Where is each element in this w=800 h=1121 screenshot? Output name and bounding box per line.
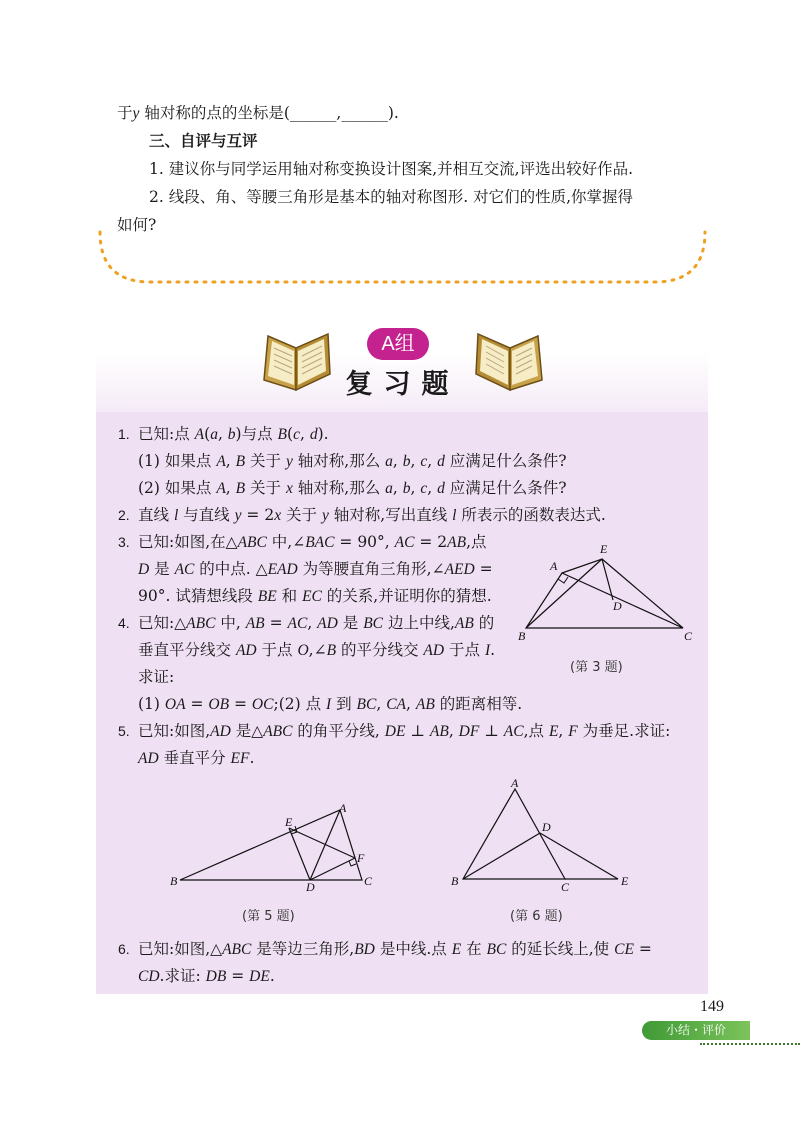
- figure-3-caption: (第 3 题): [570, 660, 623, 675]
- math-symbol: OA: [164, 696, 186, 713]
- text-run: 已知:点: [138, 425, 195, 443]
- math-symbol: B: [326, 642, 337, 659]
- problem-2-text: [138, 505, 606, 526]
- text-run: ⊥: [479, 722, 504, 740]
- problem-4-line-1: [138, 613, 494, 634]
- text: y: [132, 105, 140, 122]
- problem-5-line-1: [138, 721, 670, 742]
- triangle-abc: [526, 573, 683, 628]
- text-run: =: [185, 695, 209, 713]
- label-b: B: [170, 874, 178, 888]
- label-a: A: [339, 801, 347, 815]
- text-run: 于点: [256, 641, 298, 659]
- text-run: ,点: [466, 533, 487, 551]
- math-symbol: c: [420, 453, 428, 470]
- text-run: 为垂足.求证:: [577, 722, 671, 740]
- text-run: 垂直平分线交: [138, 641, 236, 659]
- math-symbol: l: [452, 507, 457, 524]
- text-run: 轴对称,那么: [292, 452, 386, 470]
- open-book-icon-right: [468, 330, 548, 396]
- math-symbol: x: [274, 507, 282, 524]
- label-d: D: [542, 820, 551, 834]
- open-book-icon-left: [258, 330, 338, 396]
- math-symbol: ABC: [186, 615, 216, 632]
- text-run: ,: [558, 722, 569, 740]
- text-run: .: [249, 749, 255, 767]
- math-symbol: b: [227, 426, 236, 443]
- text-run: ,: [392, 452, 403, 470]
- math-symbol: AD: [138, 750, 159, 767]
- math-symbol: AC: [503, 723, 524, 740]
- page-number: 149: [700, 998, 724, 1015]
- math-symbol: AB: [245, 615, 265, 632]
- math-symbol: CE: [614, 941, 634, 958]
- text-run: (: [204, 425, 211, 443]
- figure-5-caption: (第 5 题): [242, 909, 295, 924]
- text: ).: [387, 104, 399, 122]
- math-symbol: AC: [394, 534, 415, 551]
- math-symbol: ABC: [263, 723, 293, 740]
- problem-3-line-2: [138, 559, 493, 580]
- section-heading-self-evaluation: 三、自评与互评: [149, 131, 258, 150]
- text-run: =: [226, 967, 250, 985]
- text-run: ,点: [523, 722, 549, 740]
- math-symbol: AB: [415, 696, 435, 713]
- text-run: ,: [410, 452, 421, 470]
- text-run: 应满足什么条件?: [444, 479, 567, 497]
- math-symbol: c: [420, 480, 428, 497]
- problem-4-line-3: [138, 667, 174, 687]
- math-symbol: AC: [174, 561, 195, 578]
- figure-5: [165, 800, 385, 892]
- math-symbol: CD: [138, 968, 160, 985]
- text-run: 的角平分线,: [292, 722, 385, 740]
- problem-5-number: 5.: [118, 723, 130, 739]
- math-symbol: E: [451, 941, 462, 958]
- text-run: 已知:△: [138, 614, 187, 632]
- math-symbol: y: [285, 453, 293, 470]
- math-symbol: a: [385, 453, 393, 470]
- text-run: 是△: [230, 722, 264, 740]
- problem-1-stem: [138, 424, 329, 445]
- group-a-badge: A组: [367, 328, 429, 360]
- text-run: ,: [376, 695, 387, 713]
- summary-dotted-border: [0, 0, 800, 300]
- math-symbol: OB: [208, 696, 230, 713]
- answer-blank-2: ______: [341, 104, 388, 122]
- text-run: 的: [473, 614, 495, 632]
- problem-6-number: 6.: [118, 941, 130, 957]
- math-symbol: BAC: [305, 534, 335, 551]
- math-symbol: I: [326, 696, 332, 713]
- math-symbol: AC: [287, 615, 308, 632]
- math-symbol: d: [437, 453, 445, 470]
- math-symbol: EF: [230, 750, 250, 767]
- text-run: 关于: [245, 479, 286, 497]
- section-tab: 小结・评价: [642, 1021, 750, 1040]
- math-symbol: AD: [317, 615, 338, 632]
- problem-5-line-2: [138, 748, 254, 769]
- text: 于: [117, 104, 133, 122]
- text-run: .求证:: [159, 967, 206, 985]
- text-run: =: [229, 695, 252, 713]
- text-run: 是等边三角形,: [251, 940, 355, 958]
- label-e: E: [600, 542, 608, 556]
- math-symbol: E: [548, 723, 559, 740]
- text-run: 的平分线交: [336, 641, 424, 659]
- math-symbol: B: [235, 480, 246, 497]
- math-symbol: AB: [454, 615, 474, 632]
- text-run: ,: [225, 452, 236, 470]
- summary-item-1: 1. 建议你与同学运用轴对称变换设计图案,并相互交流,评选出较好作品.: [149, 160, 633, 178]
- text-run: 中,: [215, 614, 246, 632]
- math-symbol: EAD: [267, 561, 298, 578]
- math-symbol: BC: [356, 696, 377, 713]
- figure-6-caption: (第 6 题): [510, 909, 563, 924]
- math-symbol: OC: [251, 696, 274, 713]
- text-run: 关于: [245, 452, 286, 470]
- text-run: ,: [448, 722, 459, 740]
- text-run: (1): [138, 695, 165, 713]
- text-run: = 2: [414, 533, 448, 551]
- text-run: 所表示的函数表达式.: [456, 506, 606, 524]
- label-b: B: [451, 874, 459, 888]
- triangle-ead: [562, 559, 613, 600]
- math-symbol: d: [437, 480, 445, 497]
- figure-3: [512, 540, 698, 644]
- math-symbol: A: [216, 480, 226, 497]
- text: 轴对称的点的坐标是(: [139, 104, 290, 122]
- segment-ec: [602, 559, 683, 628]
- math-symbol: AD: [423, 642, 445, 659]
- math-symbol: d: [309, 426, 318, 443]
- label-c: C: [561, 880, 570, 892]
- label-c: C: [684, 629, 693, 643]
- text-run: =: [633, 940, 652, 958]
- label-e: E: [621, 874, 629, 888]
- math-symbol: B: [235, 453, 246, 470]
- text-run: ;(2) 点: [273, 695, 327, 713]
- text-run: 关于: [281, 506, 322, 524]
- text-run: ,: [299, 425, 310, 443]
- text-run: 中,∠: [266, 533, 306, 551]
- text-run: ).: [317, 425, 329, 443]
- math-symbol: O: [297, 642, 309, 659]
- text-run: 应满足什么条件?: [444, 452, 567, 470]
- text: ,: [336, 104, 342, 122]
- right-angle-mark-f: [349, 861, 356, 866]
- math-symbol: CA: [386, 696, 407, 713]
- text-run: 轴对称,写出直线: [328, 506, 453, 524]
- problem-3-line-3: [138, 586, 492, 607]
- text-run: .: [490, 641, 496, 659]
- text-run: =: [264, 614, 288, 632]
- math-symbol: x: [285, 480, 293, 497]
- text-run: (2) 如果点: [138, 479, 217, 497]
- text-run: 是: [149, 560, 175, 578]
- text-run: ,: [406, 695, 416, 713]
- math-symbol: BD: [354, 941, 375, 958]
- section-tab-dotted-line: [700, 1043, 800, 1045]
- math-symbol: EC: [302, 588, 322, 605]
- text-run: ,: [217, 425, 228, 443]
- problem-1-number: 1.: [118, 426, 130, 442]
- problem-1-sub-2: [138, 478, 567, 499]
- math-symbol: A: [194, 426, 205, 443]
- math-symbol: y: [234, 507, 242, 524]
- math-symbol: BC: [486, 941, 507, 958]
- text-run: 轴对称,那么: [292, 479, 386, 497]
- problem-6-line-2: [138, 966, 275, 987]
- problem-2-number: 2.: [118, 507, 130, 523]
- text-run: 和: [276, 587, 303, 605]
- math-symbol: B: [277, 426, 287, 443]
- problem-6-line-1: [138, 939, 652, 960]
- text-run: = 2: [241, 506, 275, 524]
- text-run: 于点: [444, 641, 485, 659]
- label-c: C: [364, 874, 373, 888]
- math-symbol: I: [484, 642, 491, 659]
- text-run: 的距离相等.: [434, 695, 523, 713]
- math-symbol: DE: [384, 723, 406, 740]
- math-symbol: AD: [235, 642, 257, 659]
- text-run: = 90°,: [334, 533, 395, 551]
- text-run: 90°. 试猜想线段: [138, 587, 258, 605]
- text-run: (1) 如果点: [138, 452, 217, 470]
- text-run: )与点: [235, 425, 278, 443]
- text-run: ⊥: [405, 722, 430, 740]
- math-symbol: ABC: [222, 941, 252, 958]
- math-symbol: a: [385, 480, 393, 497]
- text-run: 求证:: [138, 668, 175, 686]
- math-symbol: b: [402, 480, 411, 497]
- problem-4-line-4: [138, 694, 522, 715]
- text-run: .: [269, 967, 275, 985]
- math-symbol: b: [402, 453, 411, 470]
- text-run: 到: [331, 695, 357, 713]
- text-run: 为等腰直角三角形,∠: [297, 560, 445, 578]
- text-run: 已知:如图,△: [138, 940, 223, 958]
- math-symbol: c: [293, 426, 300, 443]
- math-symbol: A: [216, 453, 226, 470]
- segment-df: [310, 858, 355, 880]
- text-run: 边上中线,: [383, 614, 455, 632]
- summary-item-2-continuation: 如何?: [117, 216, 157, 234]
- answer-blank-1: ______: [289, 104, 337, 122]
- text-run: ,: [427, 452, 438, 470]
- text-run: 是: [337, 614, 364, 632]
- text-run: 是中线.点: [374, 940, 452, 958]
- math-symbol: AB: [429, 723, 449, 740]
- text-run: 已知:如图,在△: [138, 533, 238, 551]
- triangle-abc: [180, 810, 362, 880]
- problem-3-line-1: [138, 532, 487, 553]
- triangle-abc: [463, 789, 565, 879]
- text-run: 已知:如图,: [138, 722, 211, 740]
- label-b: B: [518, 629, 526, 643]
- text-run: 在: [461, 940, 487, 958]
- math-symbol: DE: [249, 968, 270, 985]
- math-symbol: AD: [210, 723, 231, 740]
- text-run: ,: [427, 479, 438, 497]
- text-run: ,: [307, 614, 318, 632]
- math-symbol: AED: [444, 561, 475, 578]
- problem-3-number: 3.: [118, 534, 130, 550]
- math-symbol: DF: [458, 723, 480, 740]
- text-run: ,: [410, 479, 421, 497]
- label-e: E: [285, 815, 293, 829]
- text-run: 垂直平分: [158, 749, 231, 767]
- math-symbol: BE: [257, 588, 277, 605]
- math-symbol: D: [138, 561, 150, 578]
- math-symbol: F: [568, 723, 578, 740]
- text-run: 直线: [138, 506, 174, 524]
- segment-be: [526, 559, 602, 628]
- text-run: =: [474, 560, 493, 578]
- summary-line-coordinates: [117, 103, 399, 124]
- math-symbol: a: [210, 426, 218, 443]
- figure-6: [448, 775, 638, 892]
- math-symbol: AB: [447, 534, 467, 551]
- text-run: (: [287, 425, 294, 443]
- label-a: A: [511, 776, 519, 790]
- review-title: 复习题: [345, 369, 460, 400]
- text-run: 的关系,并证明你的猜想.: [321, 587, 492, 605]
- summary-item-2: 2. 线段、角、等腰三角形是基本的轴对称图形. 对它们的性质,你掌握得: [149, 188, 633, 206]
- problem-1-sub-1: [138, 451, 567, 472]
- text-run: ,∠: [308, 641, 327, 659]
- label-f: F: [357, 851, 365, 865]
- text-run: 与直线: [178, 506, 235, 524]
- problem-4-number: 4.: [118, 615, 130, 631]
- text-run: ,: [225, 479, 236, 497]
- math-symbol: ABC: [237, 534, 267, 551]
- segment-bd: [463, 833, 540, 879]
- problem-4-line-2: [138, 640, 495, 661]
- text-run: 的中点. △: [194, 560, 268, 578]
- label-d: D: [306, 880, 315, 892]
- label-a: A: [550, 559, 558, 573]
- text-run: ,: [392, 479, 403, 497]
- math-symbol: BC: [363, 615, 384, 632]
- label-d: D: [613, 599, 622, 613]
- math-symbol: DB: [205, 968, 227, 985]
- text-run: 的延长线上,使: [506, 940, 615, 958]
- math-symbol: y: [321, 507, 329, 524]
- math-symbol: l: [173, 507, 179, 524]
